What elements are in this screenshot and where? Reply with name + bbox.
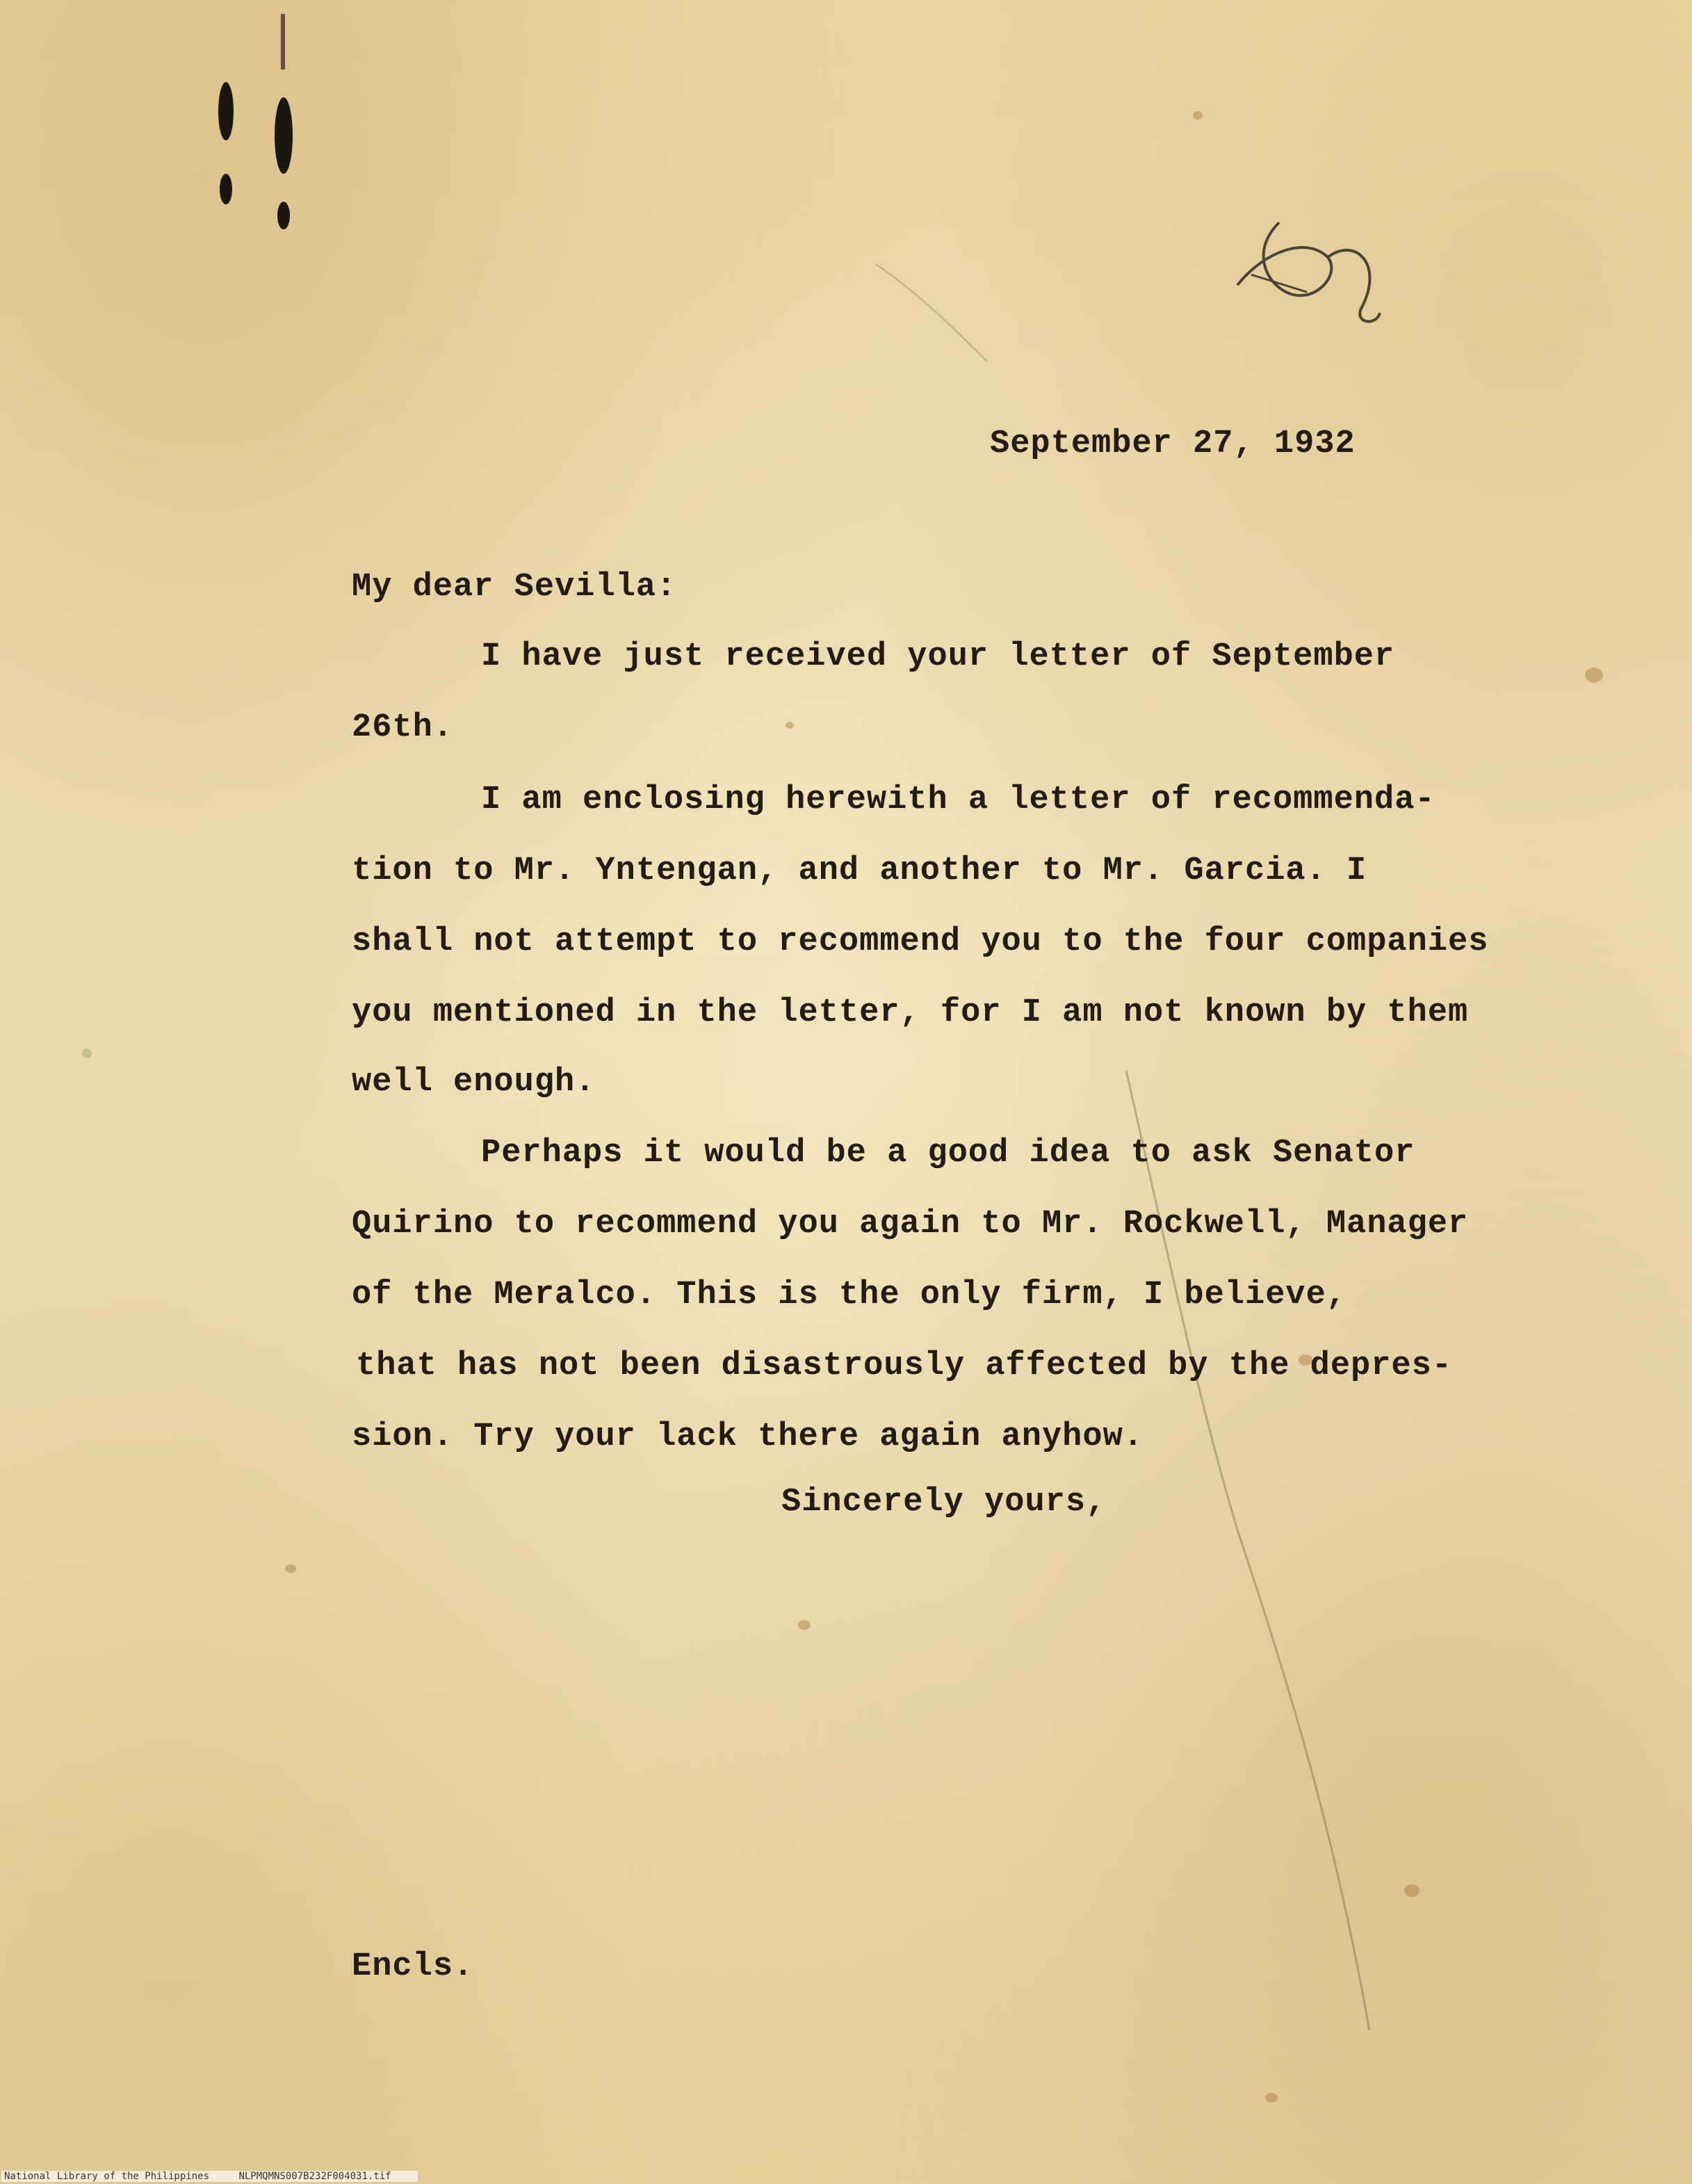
letter-enclosure: Encls. xyxy=(352,1948,474,1985)
archive-footer xyxy=(1,2171,418,2182)
letter-date: September 27, 1932 xyxy=(990,426,1356,462)
paragraph-2-line-4: you mentioned in the letter, for I am not known by them xyxy=(352,994,1469,1031)
paragraph-1-line-2: 26th. xyxy=(352,709,454,746)
stain xyxy=(82,1049,92,1058)
paragraph-2-line-3: shall not attempt to recommend you to the four companies xyxy=(352,923,1489,960)
binder-holes xyxy=(209,7,306,243)
paragraph-3-line-1: Perhaps it would be a good idea to ask Senator xyxy=(481,1135,1415,1172)
stain xyxy=(1404,1884,1420,1897)
paragraph-3-line-5: sion. Try your lack there again anyhow. xyxy=(352,1418,1144,1455)
paragraph-2-line-2: tion to Mr. Yntengan, and another to Mr. Garcia. I xyxy=(352,852,1367,889)
stain xyxy=(786,722,794,729)
stain xyxy=(285,1564,296,1573)
stain xyxy=(1585,668,1603,683)
paragraph-1-line-1: I have just received your letter of September xyxy=(481,638,1395,675)
stain xyxy=(798,1620,811,1630)
archive-filename: NLPMQMNS007B232F004031.tif xyxy=(238,2171,391,2182)
pencil-mark xyxy=(1223,209,1383,334)
stain xyxy=(1265,2093,1278,2103)
stain xyxy=(1193,111,1203,120)
letter-salutation: My dear Sevilla: xyxy=(352,569,677,606)
paragraph-2-line-5: well enough. xyxy=(352,1064,596,1101)
paragraph-2-line-1: I am enclosing herewith a letter of recommenda- xyxy=(481,782,1435,818)
paragraph-3-line-3: of the Meralco. This is the only firm, I believe, xyxy=(352,1277,1347,1313)
paragraph-3-line-2: Quirino to recommend you again to Mr. Rockwell, Manager xyxy=(352,1206,1469,1243)
paragraph-3-line-4: that has not been disastrously affected by the depres- xyxy=(356,1348,1453,1384)
letter-closing: Sincerely yours, xyxy=(781,1484,1107,1521)
archive-source: National Library of the Philippines xyxy=(4,2171,210,2182)
